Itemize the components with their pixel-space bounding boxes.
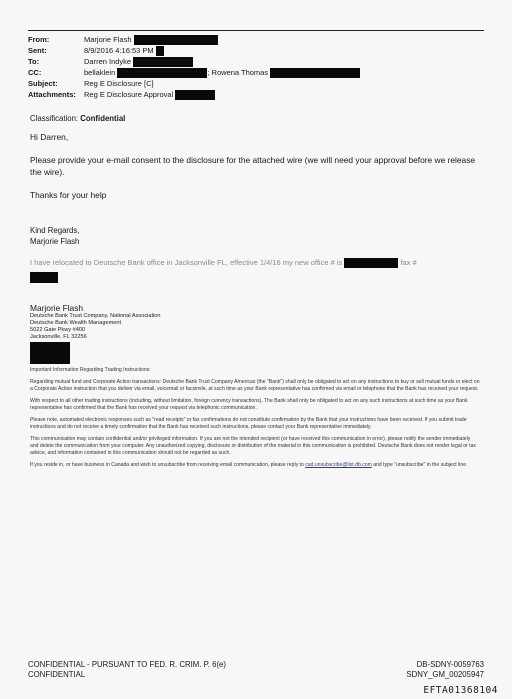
from-name: Marjorie Flash [84,35,132,44]
disclaimer-heading: Important Information Regarding Trading Instructions: [30,367,151,374]
fax-redaction [30,271,480,283]
subject-value: Reg E Disclosure [C] [84,79,154,88]
disclaimer-p5 [30,462,480,469]
footer-confidential: CONFIDENTIAL [28,670,86,679]
disclaimer-p1: Regarding mutual fund and Corporate Action transactions: Deutsche Bank Trust Company Americas (the "Bank") shall only be obligated to act on any instructions to buy or sell mutual funds or elect on a Corporate Action instruction that you deliver via email, voicemail or facsimile, at such time as your Bank representative has confirmed via email or telephone that the Bank has received your request. [30,379,480,393]
disclaimer [30,367,480,469]
redaction-box [30,342,70,364]
signature-line1: Deutsche Bank Trust Company, National Association [30,313,161,320]
unsubscribe-link[interactable]: cad.unsubscribe@list.db.com [305,462,372,469]
redaction-box [156,46,164,56]
attachments-label: Attachments: [28,90,76,99]
redaction-box [175,90,215,100]
signature-block [30,303,480,364]
closing-name: Marjorie Flash [30,237,80,246]
to-row [28,56,484,67]
footer-sdny-number: SDNY_GM_00205947 [406,670,484,679]
closing: Kind Regards, [30,226,80,235]
cc-name-b: ; Rowena Thomas [207,68,269,77]
thanks-text: Thanks for your help [30,190,107,200]
redaction-box [117,68,207,78]
relocation-text: I have relocated to Deutsche Bank office in Jacksonville FL, effective 1/4/16 my new office # is [30,258,343,267]
cc-label: CC: [28,68,42,77]
sent-date: 8/9/2016 4:16:53 PM [84,46,154,55]
cc-name-a: bellaklein [84,68,116,77]
sent-value [84,45,164,56]
signature-line3: 5022 Gate Pkwy #400 [30,327,86,334]
signature-name: Marjorie Flash [30,303,84,314]
redaction-box [30,272,58,283]
attachments-row [28,89,484,100]
fax-label: fax # [400,258,417,267]
attachments-value[interactable] [84,89,215,100]
classification-value: Confidential [80,114,126,123]
disclaimer-p4: This communication may contain confidential and/or privileged information. If you are not the intended recipient (or have received this communication in error), please notify the sender immediately and delete the communication from your computer. Any unauthorized copying, disclosure or distribution of the material in this communication is prohibited. Deutsche Bank does not render legal or tax advice, and information contained in this communication should not be regarded as such. [30,436,476,457]
subject-label: Subject: [28,79,58,88]
from-row [28,34,484,45]
bates-number: EFTA01368104 [423,685,498,696]
email-header [28,30,484,100]
unsubscribe-text: If you reside in, or have business in Canada and wish to unsubscribe from receiving email communication, please reply to [30,462,304,469]
footer-confidential-rule: CONFIDENTIAL - PURSUANT TO FED. R. CRIM. P. 6(e) [28,660,226,669]
footer-db-number: DB-SDNY-0059763 [416,660,484,669]
cc-row [28,67,484,78]
to-value [84,56,193,67]
signature-line4: Jacksonville, FL 32256 [30,334,87,341]
to-name: Darren Indyke [84,57,132,66]
cc-value [84,67,360,78]
disclaimer-p2: With respect to all other trading instructions (including, without limitation, foreign currency transactions), The Bank shall only be obligated to act on any such instructions at such time as your Bank representative has confirmed that the Bank has received your request via telephonic communication. [30,398,468,412]
to-label: To: [28,57,40,66]
redaction-box [270,68,360,78]
attachment-name[interactable]: Reg E Disclosure Approval [84,90,174,99]
classification-line [30,113,480,125]
footer-right [406,660,484,680]
message-text: Please provide your e-mail consent to the disclosure for the attached wire (we will need your approval before we release the wire). [30,155,476,177]
unsubscribe-text-end: and type "unsubscribe" in the subject line. [373,462,468,469]
sent-row [28,45,484,56]
redaction-box [133,57,193,67]
redaction-box [134,35,218,45]
subject-row [28,78,484,89]
classification-label: Classification: [30,114,79,123]
signature-line2: Deutsche Bank Wealth Management [30,320,122,327]
redaction-box [344,258,398,268]
disclaimer-p3: Please note, automated electronic responses such as "read receipts" or fax confirmations do not constitute confirmation by the Bank that your instructions have been received. If you submit trade instructions and do not receive a timely confirmation that the Bank has received such instructions, please contact your Bank representative immediately. [30,417,467,431]
from-value [84,34,218,45]
greeting: Hi Darren, [30,132,69,142]
email-body [30,113,480,469]
relocation-note [30,257,480,269]
signature-redaction [30,342,480,364]
from-label: From: [28,35,50,44]
sent-label: Sent: [28,46,47,55]
